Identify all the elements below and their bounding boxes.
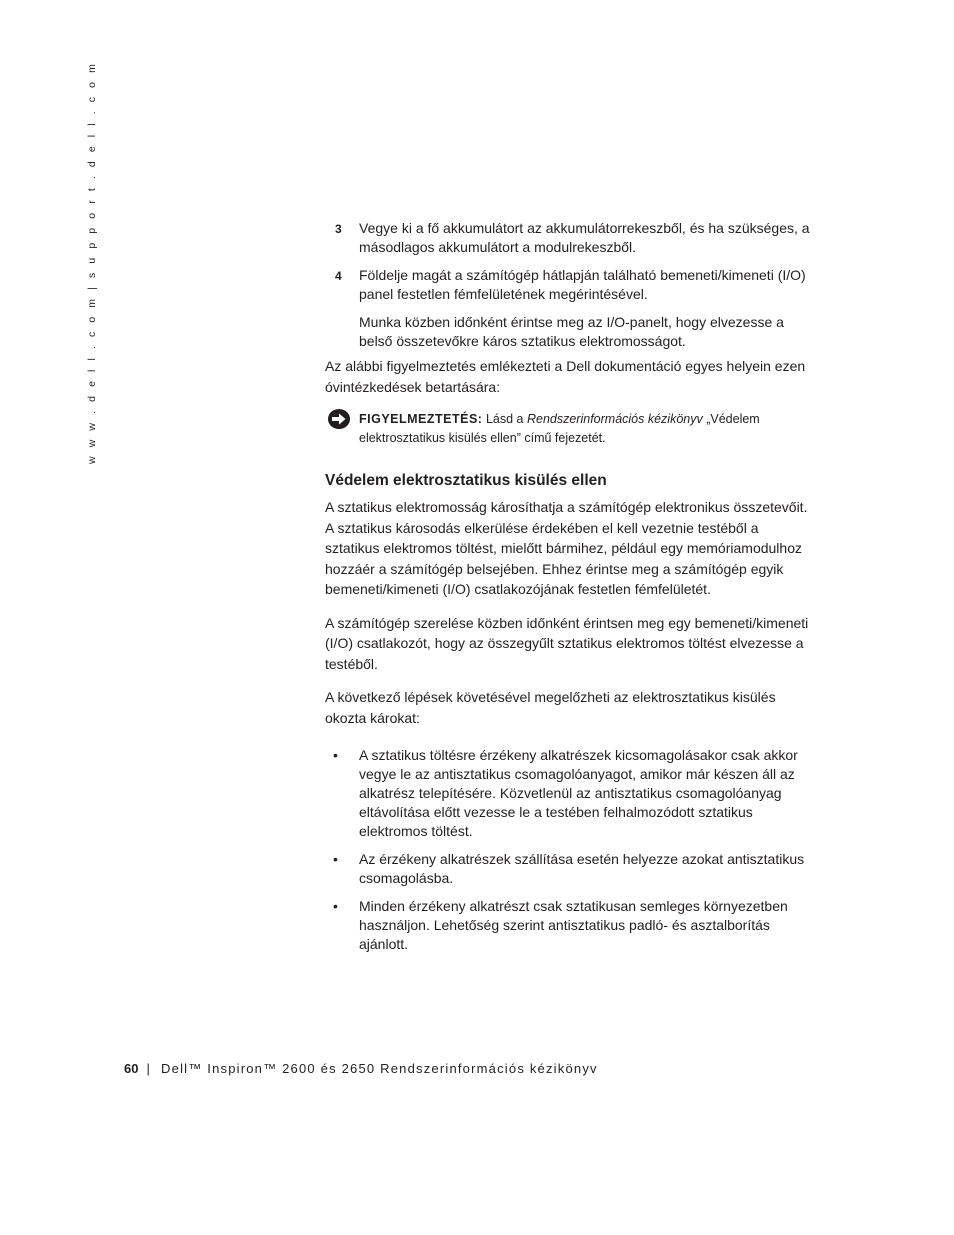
paragraph: A sztatikus elektromosság károsíthatja a számítógép elektronikus összetevőit. A sztatikus károsodás elkerülése érdekében el kell vezetnie testéből a sztatikus elektromos töltést, mielőtt bármihez, például egy memóriamodulhoz hozzáér a számítógép belsejében. Ehhez érintse meg a számítógép egyik bemeneti/kimeneti (I/O) csatlakozójának festetlen fémfelületét.: [325, 499, 808, 597]
paragraph: A következő lépések követésével megelőzheti az elektrosztatikus kisülés okozta károkat:: [325, 689, 776, 726]
warning-text-post: „Védelem elektrosztatikus kisülés ellen” című fejezetét.: [359, 412, 760, 445]
step-text: Vegye ki a fő akkumulátort az akkumulátorrekeszből, és ha szükséges, a másodlagos akkumulátort a modulrekeszből.: [359, 220, 810, 255]
list-item: • A sztatikus töltésre érzékeny alkatrészek kicsomagolásakor csak akkor vegye le az antisztatikus csomagolóanyagot, amikor már készen áll az alkatrész telepítésére. Közvetlenül az antisztatikus csomagolóanyag eltávolítása előtt vezesse le a testében felhalmozódott sztatikus elektromos töltést.: [333, 747, 798, 839]
page-footer: [124, 1061, 598, 1076]
paragraph: A számítógép szerelése közben időnként érintsen meg egy bemeneti/kimeneti (I/O) csatlakozót, hogy az összegyűlt sztatikus elektromos töltést elvezesse a testéből.: [325, 614, 809, 672]
section-heading: Védelem elektrosztatikus kisülés ellen: [325, 472, 607, 489]
step-number: 3: [335, 222, 342, 236]
warning-text-pre: Lásd a: [482, 412, 527, 426]
list-item: • Minden érzékeny alkatrészt csak sztatikusan semleges környezetben használjon. Lehetőség szerint antisztatikus padló- és asztalborítás ajánlott.: [333, 898, 788, 952]
list-item: • Az érzékeny alkatrészek szállítása esetén helyezze azokat antisztatikus csomagolásba.: [333, 851, 805, 886]
warning-notice: [325, 410, 815, 448]
step-3: [325, 219, 815, 257]
intro-paragraph: Az alábbi figyelmeztetés emlékezteti a Dell dokumentáció egyes helyein ezen óvintézkedések betartására:: [325, 358, 806, 395]
bullet-icon: •: [333, 898, 338, 914]
bullet-icon: •: [333, 747, 338, 763]
step-4-note: Munka közben időnként érintse meg az I/O-panelt, hogy elvezesse a belső összetevőkre káros sztatikus elektromosságot.: [359, 314, 784, 349]
warning-label: FIGYELMEZTETÉS:: [359, 412, 483, 426]
step-4: [325, 266, 815, 304]
step-number: 4: [335, 269, 342, 283]
step-text: Földelje magát a számítógép hátlapján található bemeneti/kimeneti (I/O) panel festetlen fémfelületének megérintésével.: [359, 267, 806, 302]
notice-arrow-icon: [327, 408, 351, 430]
footer-separator: |: [146, 1061, 152, 1076]
footer-title: Dell™ Inspiron™ 2600 és 2650 Rendszerinformációs kézikönyv: [161, 1061, 598, 1076]
warning-doc-title: Rendszerinformációs kézikönyv: [526, 412, 703, 426]
bullet-icon: •: [333, 851, 338, 867]
bullet-list: [325, 746, 815, 954]
page-number: 60: [124, 1061, 139, 1076]
page-content: [325, 219, 815, 963]
side-url: w w w . d e l l . c o m | s u p p o r t . d e l l . c o m: [86, 61, 98, 464]
